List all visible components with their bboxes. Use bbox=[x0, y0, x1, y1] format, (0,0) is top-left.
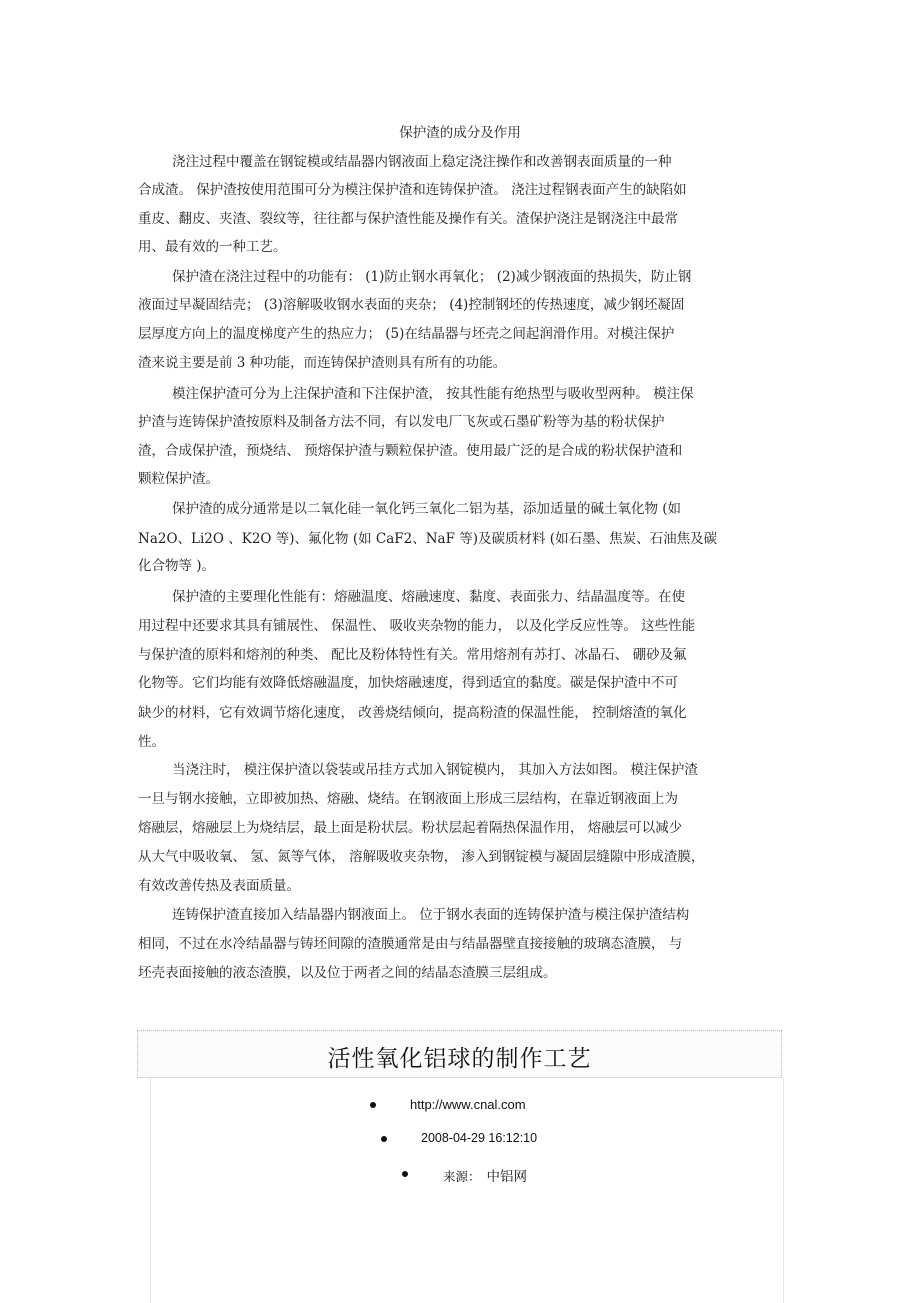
paragraph-line: 相同，不过在水冷结晶器与铸坯间隙的渣膜通常是由与结晶器壁直接接触的玻璃态渣膜， 与 bbox=[138, 936, 683, 952]
article-source bbox=[443, 1165, 527, 1185]
article-source-value: 中铝网 bbox=[486, 1169, 528, 1185]
paragraph-line: 有效改善传热及表面质量。 bbox=[138, 878, 300, 894]
document-title: 保护渣的成分及作用 bbox=[399, 125, 521, 141]
paragraph-line: 熔融层，熔融层上为烧结层，最上面是粉状层。粉状层起着隔热保温作用， 熔融层可以减少 bbox=[138, 820, 683, 836]
bullet-icon bbox=[370, 1102, 376, 1108]
bullet-icon bbox=[402, 1171, 408, 1177]
paragraph-line: 层厚度方向上的温度梯度产生的热应力； (5)在结晶器与坯壳之间起润滑作用。对模注保护 bbox=[138, 326, 675, 342]
paragraph-line: 坯壳表面接触的液态渣膜，以及位于两者之间的结晶态渣膜三层组成。 bbox=[138, 965, 557, 981]
paragraph-line: 化物等。它们均能有效降低熔融温度，加快熔融速度，得到适宜的黏度。碳是保护渣中不可 bbox=[138, 675, 678, 691]
paragraph-line: 护渣与连铸保护渣按原料及制备方法不同，有以发电厂飞灰或石墨矿粉等为基的粉状保护 bbox=[138, 414, 665, 430]
paragraph-line: 合成渣。 保护渣按使用范围可分为模注保护渣和连铸保护渣。 浇注过程钢表面产生的缺陷如 bbox=[138, 182, 687, 198]
paragraph-line: 一旦与钢水接触，立即被加热、熔融、烧结。在钢液面上形成三层结构，在靠近钢液面上为 bbox=[138, 791, 678, 807]
paragraph-line: 保护渣的成分通常是以二氧化硅一氧化钙三氧化二铝为基，添加适量的碱土氧化物 (如 bbox=[172, 501, 682, 517]
paragraph-line: 重皮、翻皮、夹渣、裂纹等，往往都与保护渣性能及操作有关。渣保护浇注是钢浇注中最常 bbox=[138, 211, 678, 227]
paragraph-line: 用过程中还要求其具有铺展性、 保温性、 吸收夹杂物的能力， 以及化学反应性等。 这些性能 bbox=[138, 618, 696, 634]
paragraph-line: 从大气中吸收氧、 氢、氮等气体， 溶解吸收夹杂物， 渗入到钢锭模与凝固层缝隙中形成渣膜， bbox=[138, 849, 705, 865]
paragraph-line: 化合物等 )。 bbox=[138, 558, 216, 574]
paragraph-line: 液面过早凝固结壳； (3)溶解吸收钢水表面的夹杂； (4)控制钢坯的传热速度，减少钢坯凝固 bbox=[138, 297, 685, 313]
paragraph-line: 渣来说主要是前 3 种功能，而连铸保护渣则具有所有的功能。 bbox=[138, 355, 507, 371]
paragraph-line: 连铸保护渣直接加入结晶器内钢液面上。 位于钢水表面的连铸保护渣与模注保护渣结构 bbox=[172, 907, 690, 923]
article-source-label: 来源： bbox=[443, 1169, 481, 1184]
paragraph-line: 渣，合成保护渣，预烧结、 预熔保护渣与颗粒保护渣。使用最广泛的是合成的粉状保护渣和 bbox=[138, 443, 683, 459]
paragraph-line: 用、最有效的一种工艺。 bbox=[138, 239, 287, 255]
article-header bbox=[137, 1030, 782, 1078]
paragraph-line: 性。 bbox=[138, 734, 165, 750]
article-title: 活性氧化铝球的制作工艺 bbox=[327, 1046, 592, 1072]
paragraph-line: 保护渣在浇注过程中的功能有： (1)防止钢水再氧化； (2)减少钢液面的热损失，防止钢 bbox=[172, 269, 692, 285]
bullet-icon bbox=[381, 1136, 387, 1142]
paragraph-line: 当浇注时， 模注保护渣以袋装或吊挂方式加入钢锭模内， 其加入方法如图。 模注保护渣 bbox=[172, 762, 698, 778]
paragraph-line: 模注保护渣可分为上注保护渣和下注保护渣， 按其性能有绝热型与吸收型两种。 模注保 bbox=[172, 386, 694, 402]
paragraph-line: 浇注过程中覆盖在钢锭模或结晶器内钢液面上稳定浇注操作和改善钢表面质量的一种 bbox=[172, 154, 672, 170]
paragraph-line: 与保护渣的原料和熔剂的种类、 配比及粉体特性有关。常用熔剂有苏打、冰晶石、 硼砂及氟 bbox=[138, 647, 687, 663]
paragraph-line: 保护渣的主要理化性能有：熔融温度、熔融速度、黏度、表面张力、结晶温度等。在使 bbox=[172, 589, 685, 605]
paragraph-line: 缺少的材料，它有效调节熔化速度， 改善烧结倾向，提高粉渣的保温性能， 控制熔渣的氧化 bbox=[138, 705, 687, 721]
article-url-link[interactable]: http://www.cnal.com bbox=[410, 1097, 526, 1112]
article-datetime: 2008-04-29 16:12:10 bbox=[421, 1131, 538, 1145]
paragraph-line: Na2O、Li2O 、K2O 等)、氟化物 (如 CaF2、NaF 等)及碳质材料 (如石墨、焦炭、石油焦及碳 bbox=[138, 531, 718, 547]
paragraph-line: 颗粒保护渣。 bbox=[138, 471, 219, 487]
